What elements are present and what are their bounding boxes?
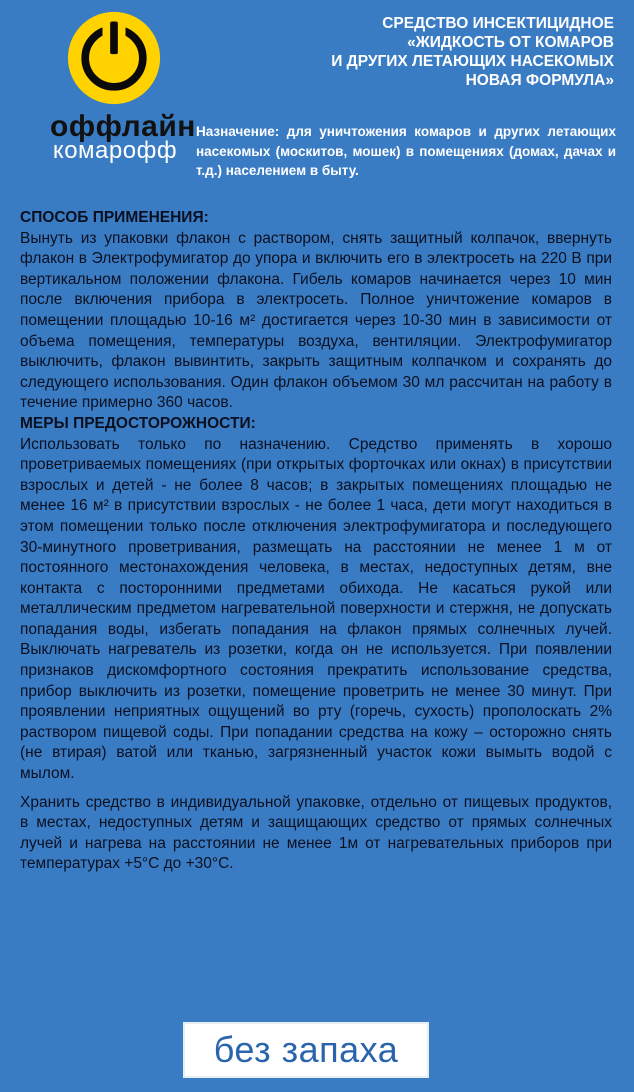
title-line: И ДРУГИХ ЛЕТАЮЩИХ НАСЕКОМЫХ	[331, 53, 614, 70]
no-smell-badge	[183, 1022, 429, 1078]
purpose-text: Назначение: для уничтожения комаров и других летающих насекомых (москитов, мошек) в помещениях (домах, дачах и т.д.) населением в быту.	[196, 124, 616, 178]
usage-text: Вынуть из упаковки флакон с раствором, снять защитный колпачок, ввернуть флакон в Электрофумигатор до упора и включить его в электросеть на 220 В при вертикальном положении флакона. Гибель комаров начинается через 10 мин после включения прибора в электросеть. Полное уничтожение комаров в помещении площадью 10-16 м² достигается через 10-30 мин в зависимости от объема помещения, температуры воздуха, вентиляции. Электрофумигатор выключить, флакон вывинтить, закрыть защитным колпачком и сохранять до следующего использования. Один флакон объемом 30 мл рассчитан на работу в течение примерно 360 часов.	[20, 229, 612, 412]
brand-logo	[50, 8, 196, 168]
instructions	[20, 208, 612, 875]
product-title	[214, 14, 614, 90]
title-line: НОВАЯ ФОРМУЛА»	[465, 72, 614, 89]
title-line: «ЖИДКОСТЬ ОТ КОМАРОВ	[407, 34, 614, 51]
title-line: СРЕДСТВО ИНСЕКТИЦИДНОЕ	[382, 15, 614, 32]
usage-heading: СПОСОБ ПРИМЕНЕНИЯ:	[20, 209, 209, 226]
brand-name-line2: комарофф	[52, 137, 178, 164]
power-button-icon	[66, 10, 162, 106]
storage-text: Хранить средство в индивидуальной упаковке, отдельно от пищевых продуктов, в местах, недоступных детям и защищающих средство от прямых солнечных лучей и нагрева на расстоянии не менее 1м от нагревательных приборов при температурах +5°С до +30°С.	[20, 793, 612, 873]
brand-name-line1: оффлайн	[50, 110, 196, 143]
precautions-heading: МЕРЫ ПРЕДОСТОРОЖНОСТИ:	[20, 414, 256, 432]
precautions-text: Использовать только по назначению. Средство применять в хорошо проветриваемых помещениях (при открытых форточках или окнах) в присутствии взрослых и детей - не более 8 часов; в закрытых помещениях площадью не менее 16 м² в присутствии взрослых - не более 1 часа, дети могут находиться в этом помещении только после отключения электрофумигатора и последующего 30-минутного проветривания, размещать на расстоянии не менее 1 м от постоянного местонахождения человека, в местах, недоступных детям, вне контакта с посторонними предметами обихода. Не касаться рукой или металлическим предметом нагревательной поверхности и стержня, не допускать попадания воды, избегать попадания на флакон прямых солнечных лучей. Выключать нагреватель из розетки, когда он не используется. При появлении признаков дискомфортного состояния прекратить использование средства, прибор выключить из розетки, помещение проветрить не менее 30 минут. При проявлении неприятных ощущений во рту (горечь, сухость) прополоскать 2% раствором пищевой соды. При попадании средства на кожу – осторожно снять (не втирая) ватой или тканью, загрязненный участок кожи вымыть водой с мылом.	[20, 435, 612, 783]
badge-label: без запаха	[213, 1029, 399, 1070]
